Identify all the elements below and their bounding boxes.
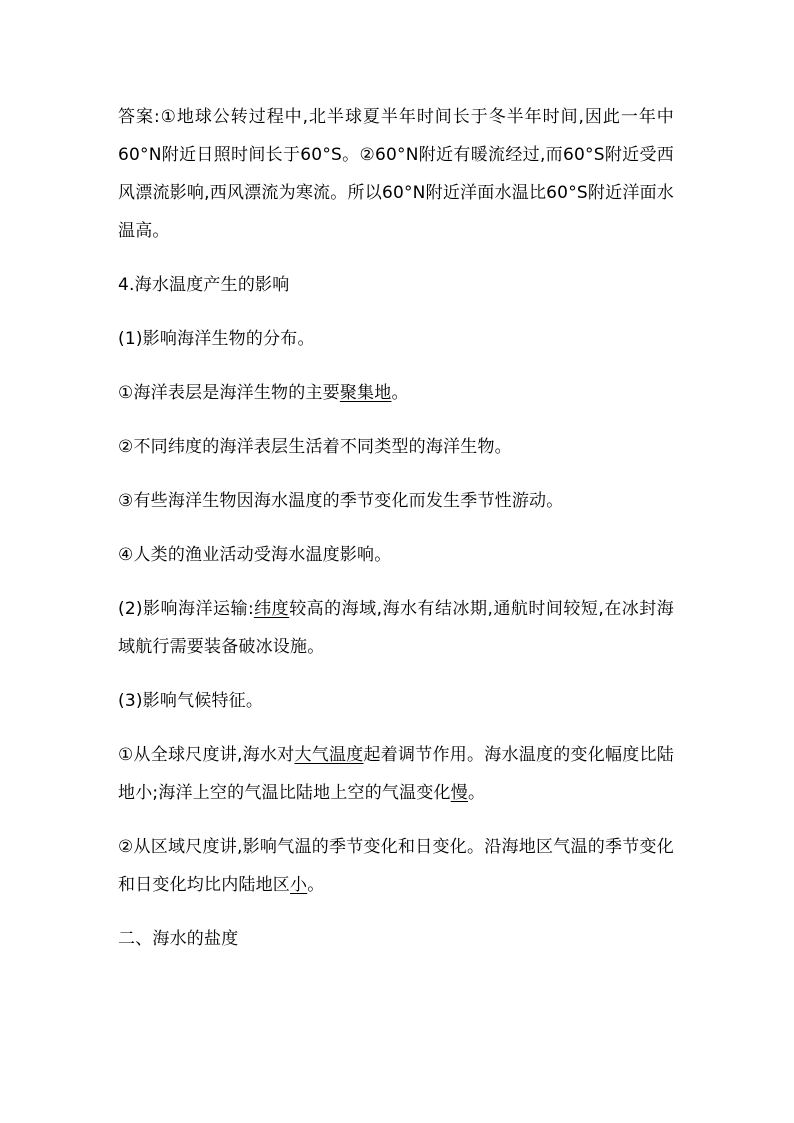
- text-segment: 起着调节作用。海水温度的变化幅度比陆地小;海洋上空的气温比陆地上空的气温变化: [118, 745, 675, 803]
- text-segment: (2)影响海洋运输:: [118, 599, 254, 619]
- point-1-3: ③有些海洋生物因海水温度的季节变化而发生季节性游动。: [118, 491, 564, 511]
- point-1-2: ②不同纬度的海洋表层生活着不同类型的海洋生物。: [118, 437, 512, 457]
- subheading-2: [118, 590, 674, 666]
- point-3-1: [118, 736, 674, 812]
- text-segment: ②从区域尺度讲,影响气温的季节变化和日变化。沿海地区气温的季节变化和日变化均比内陆地区: [118, 837, 674, 895]
- underlined-answer: 慢: [450, 783, 468, 803]
- text-segment: 。: [467, 783, 486, 803]
- document-body: [118, 98, 674, 974]
- text-segment: 。: [307, 875, 325, 895]
- subheading-1: (1)影响海洋生物的分布。: [118, 329, 315, 349]
- text-segment: 较高的海域,海水有结冰期,通航时间较短,在冰封海域航行需要装备破冰设施。: [118, 599, 675, 657]
- point-1-4: ④人类的渔业活动受海水温度影响。: [118, 545, 392, 565]
- text-segment: ①海洋表层是海洋生物的主要: [118, 383, 340, 403]
- underlined-answer: 大气温度: [294, 745, 364, 765]
- underlined-answer: 聚集地: [339, 383, 392, 403]
- text-segment: 。: [391, 383, 409, 403]
- point-3-2: [118, 828, 674, 904]
- underlined-answer: 纬度: [253, 599, 290, 619]
- underlined-answer: 小: [290, 875, 308, 895]
- section-heading-4: 4.海水温度产生的影响: [118, 275, 290, 295]
- point-1-1: [118, 374, 674, 412]
- answer-paragraph: 答案:①地球公转过程中,北半球夏半年时间长于冬半年时间,因此一年中60°N附近日照时间长于60°S。②60°N附近有暖流经过,而60°S附近受西风漂流影响,西风漂流为寒流。所以60°N附近洋面水温比60°S附近洋面水温高。: [118, 107, 674, 241]
- section-heading-2: 二、海水的盐度: [118, 929, 239, 949]
- text-segment: ①从全球尺度讲,海水对: [118, 745, 295, 765]
- subheading-3: (3)影响气候特征。: [118, 691, 264, 711]
